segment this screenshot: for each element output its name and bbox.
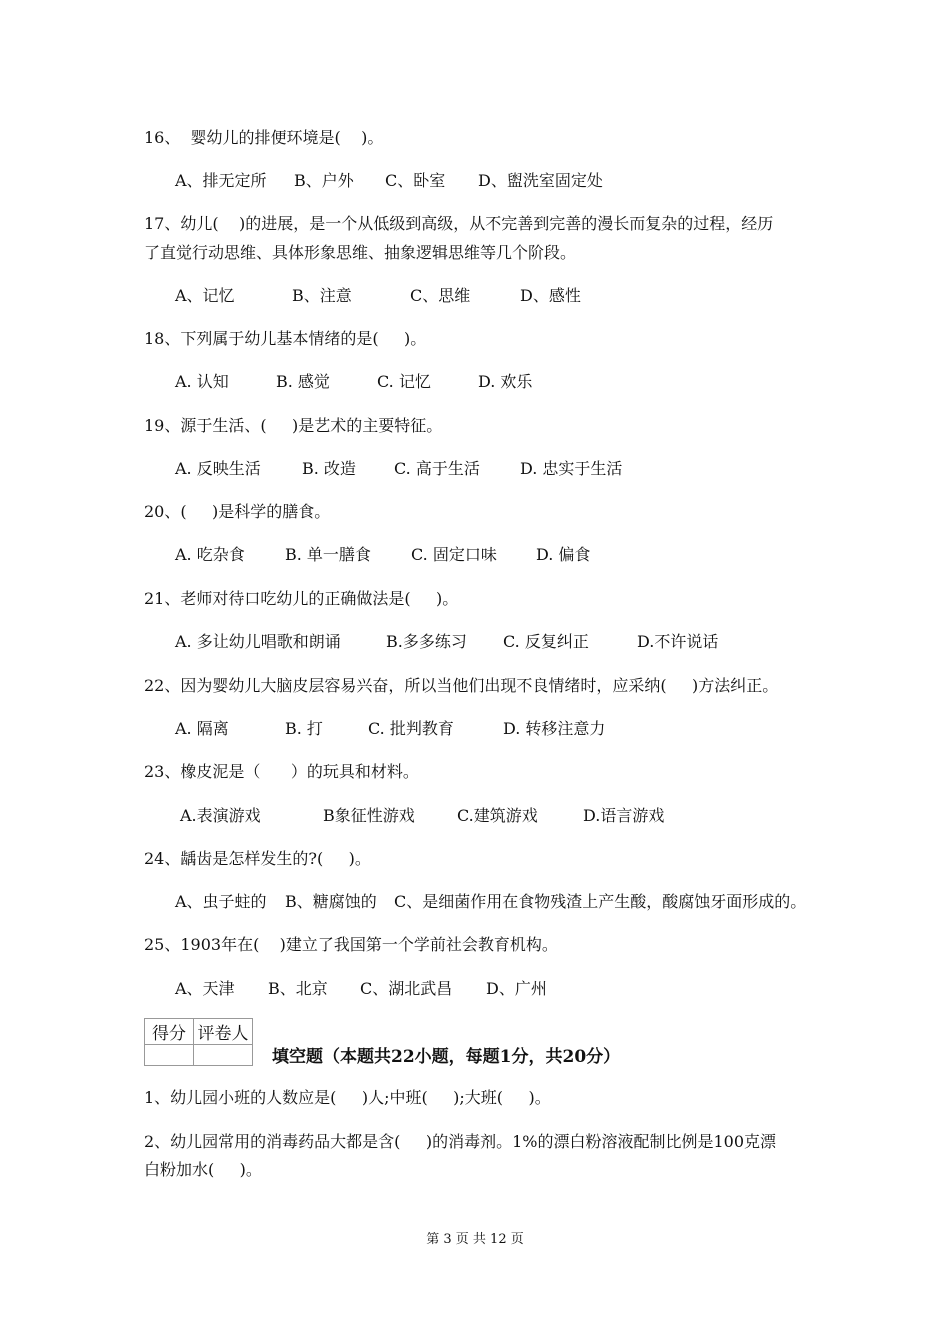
option-c: C、思维 — [410, 286, 471, 305]
option-a: A. 认知 — [175, 372, 229, 391]
question-18-stem: 18、下列属于幼儿基本情绪的是( )。 — [144, 329, 427, 348]
question-17-stem-continued: 了直觉行动思维、具体形象思维、抽象逻辑思维等几个阶段。 — [144, 243, 577, 262]
option-b: B. 改造 — [302, 459, 356, 478]
question-24-stem: 24、龋齿是怎样发生的?( )。 — [144, 849, 371, 868]
option-b: B.多多练习 — [386, 632, 467, 651]
score-cell — [145, 1045, 194, 1066]
option-a: A、排无定所 — [175, 171, 267, 190]
option-d: D. 偏食 — [536, 545, 591, 564]
option-a: A、记忆 — [175, 286, 235, 305]
option-a: A.表演游戏 — [180, 806, 261, 825]
option-c: C. 反复纠正 — [503, 632, 589, 651]
option-b: B象征性游戏 — [323, 806, 415, 825]
option-a: A、虫子蛀的 — [175, 892, 267, 911]
grader-cell — [194, 1045, 253, 1066]
option-c: C、湖北武昌 — [360, 979, 453, 998]
option-a: A、天津 — [175, 979, 235, 998]
option-c: C. 批判教育 — [368, 719, 454, 738]
option-a: A. 反映生活 — [175, 459, 261, 478]
option-b: B. 感觉 — [276, 372, 330, 391]
option-d: D.不许说话 — [637, 632, 719, 651]
option-c: C. 高于生活 — [394, 459, 480, 478]
question-17-stem: 17、幼儿( )的进展，是一个从低级到高级，从不完善到完善的漫长而复杂的过程，经历 — [144, 214, 774, 233]
question-25-stem: 25、1903年在( )建立了我国第一个学前社会教育机构。 — [144, 935, 558, 954]
option-a: A. 隔离 — [175, 719, 229, 738]
question-19-stem: 19、源于生活、( )是艺术的主要特征。 — [144, 416, 443, 435]
option-c: C、卧室 — [385, 171, 446, 190]
option-a: A. 吃杂食 — [175, 545, 245, 564]
option-b: B. 打 — [285, 719, 323, 738]
fill-blank-2-continued: 白粉加水( )。 — [144, 1160, 262, 1179]
option-a: A. 多让幼儿唱歌和朗诵 — [175, 632, 341, 651]
question-21-stem: 21、老师对待口吃幼儿的正确做法是( )。 — [144, 589, 459, 608]
question-23-stem: 23、橡皮泥是（ ）的玩具和材料。 — [144, 762, 419, 781]
option-b: B、注意 — [292, 286, 352, 305]
score-box — [144, 1018, 253, 1066]
fill-blank-2: 2、幼儿园常用的消毒药品大都是含( )的消毒剂。1%的漂白粉溶液配制比例是100克漂 — [144, 1132, 777, 1151]
option-d: D.语言游戏 — [583, 806, 665, 825]
option-d: D、盥洗室固定处 — [478, 171, 603, 190]
option-c: C、是细菌作用在食物残渣上产生酸，酸腐蚀牙面形成的。 — [394, 892, 807, 911]
option-b: B、糖腐蚀的 — [285, 892, 377, 911]
option-c: C. 固定口味 — [411, 545, 497, 564]
score-label: 得分 — [145, 1019, 194, 1045]
option-b: B、北京 — [268, 979, 328, 998]
page-footer: 第 3 页 共 12 页 — [426, 1232, 524, 1247]
question-22-stem: 22、因为婴幼儿大脑皮层容易兴奋，所以当他们出现不良情绪时，应采纳( )方法纠正。 — [144, 676, 779, 695]
option-d: D. 转移注意力 — [503, 719, 606, 738]
section-title: 填空题（本题共22小题，每题1分，共20分） — [272, 1047, 621, 1067]
question-20-stem: 20、( )是科学的膳食。 — [144, 502, 331, 521]
option-d: D、广州 — [486, 979, 547, 998]
option-d: D. 忠实于生活 — [520, 459, 623, 478]
option-c: C.建筑游戏 — [457, 806, 538, 825]
option-d: D. 欢乐 — [478, 372, 533, 391]
question-16-stem: 16、 婴幼儿的排便环境是( )。 — [144, 128, 384, 147]
option-b: B、户外 — [294, 171, 354, 190]
grader-label: 评卷人 — [194, 1019, 253, 1045]
option-c: C. 记忆 — [377, 372, 431, 391]
fill-blank-1: 1、幼儿园小班的人数应是( )人;中班( );大班( )。 — [144, 1088, 551, 1107]
option-b: B. 单一膳食 — [285, 545, 371, 564]
option-d: D、感性 — [520, 286, 581, 305]
